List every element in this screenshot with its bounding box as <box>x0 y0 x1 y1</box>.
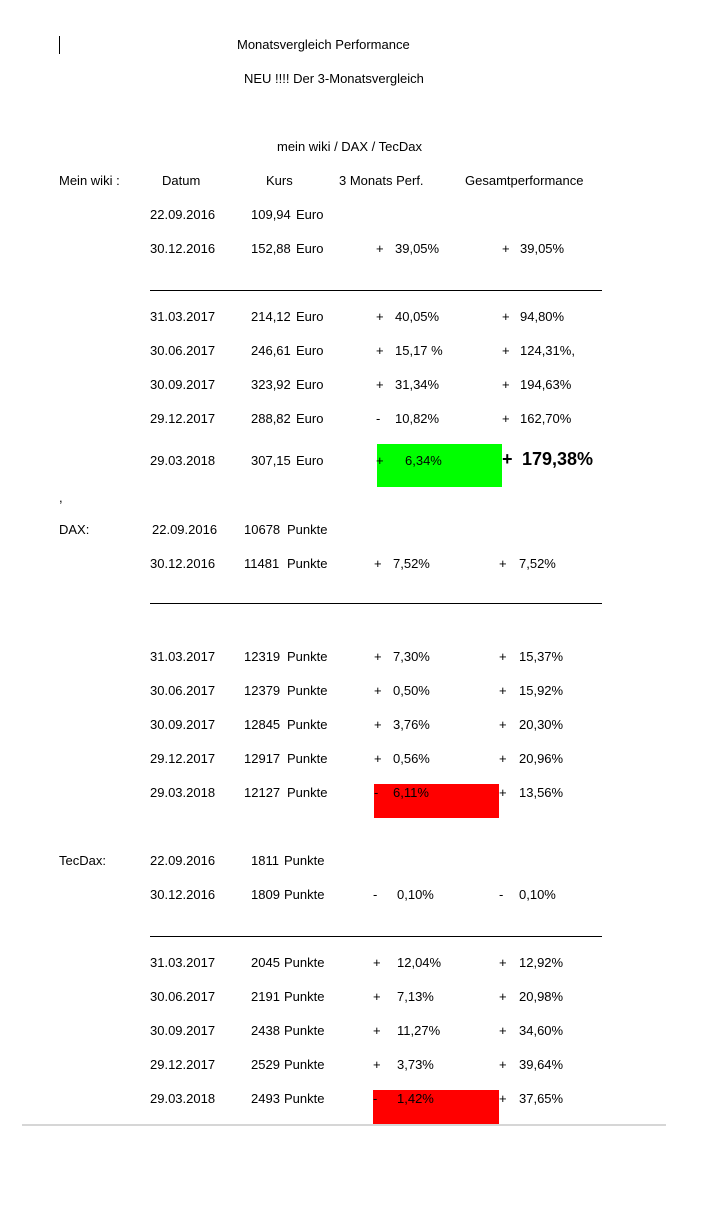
perf-3m-value: 6,34% <box>405 453 442 468</box>
perf-3m-sign: + <box>373 1057 381 1072</box>
perf-3m-value: 6,11% <box>393 785 429 800</box>
row-date: 30.12.2016 <box>150 241 216 256</box>
perf-3m-sign: + <box>374 556 382 571</box>
row-unit: Euro <box>296 309 324 324</box>
perf-total-value: 179,38% <box>522 449 594 469</box>
perf-total-sign: + <box>499 717 507 732</box>
perf-3m-sign: + <box>376 377 384 392</box>
perf-total-sign: + <box>502 449 513 469</box>
row-unit: Euro <box>296 241 324 256</box>
row-price: 323,92 <box>251 377 291 392</box>
row-date: 30.12.2016 <box>150 887 216 902</box>
perf-total-sign: + <box>499 989 507 1004</box>
row-price: 2191 <box>251 989 280 1004</box>
perf-3m-value: 7,52% <box>393 556 430 571</box>
perf-total-value: 20,30% <box>519 717 564 732</box>
perf-3m-value: 11,27% <box>397 1023 441 1038</box>
separator-line <box>150 936 602 937</box>
row-price: 2045 <box>251 955 280 970</box>
row-unit: Punkte <box>284 853 325 868</box>
perf-total-value: 39,05% <box>520 241 565 256</box>
row-price: 12845 <box>244 717 281 732</box>
row-unit: Euro <box>296 453 324 468</box>
row-price: 12379 <box>244 683 281 698</box>
perf-3m-sign: + <box>373 1023 381 1038</box>
row-unit: Punkte <box>284 1023 325 1038</box>
perf-3m-sign: + <box>373 989 381 1004</box>
perf-total-sign: + <box>499 1057 507 1072</box>
perf-3m-value: 1,42% <box>397 1091 434 1106</box>
row-date: 29.12.2017 <box>150 751 216 766</box>
row-price: 2529 <box>251 1057 280 1072</box>
row-price: 11481 <box>244 556 280 571</box>
perf-3m-value: 10,82% <box>395 411 440 426</box>
row-price: 214,12 <box>251 309 291 324</box>
column-header-gesamt: Gesamtperformance <box>465 173 584 188</box>
row-date: 31.03.2017 <box>150 309 216 324</box>
perf-3m-sign: + <box>374 649 382 664</box>
row-price: 288,82 <box>251 411 291 426</box>
stray-comma: , <box>59 490 63 505</box>
perf-3m-value: 40,05% <box>395 309 440 324</box>
row-date: 30.09.2017 <box>150 717 216 732</box>
perf-3m-sign: + <box>373 955 381 970</box>
separator-line <box>150 603 602 604</box>
row-unit: Punkte <box>287 649 328 664</box>
row-date: 29.03.2018 <box>150 785 216 800</box>
perf-total-sign: + <box>502 377 510 392</box>
document-title: Monatsvergleich Performance <box>237 37 410 52</box>
row-unit: Punkte <box>287 556 328 571</box>
perf-total-value: 39,64% <box>519 1057 564 1072</box>
text-cursor <box>59 36 60 54</box>
perf-3m-sign: - <box>374 785 379 800</box>
row-date: 29.12.2017 <box>150 1057 216 1072</box>
section-label-dax: DAX: <box>59 522 90 537</box>
row-unit: Euro <box>296 377 324 392</box>
perf-total-sign: + <box>502 309 510 324</box>
document-subtitle: NEU !!!! Der 3-Monatsvergleich <box>244 71 424 86</box>
row-date: 22.09.2016 <box>150 853 216 868</box>
perf-total-sign: + <box>502 411 510 426</box>
row-date: 29.03.2018 <box>150 453 216 468</box>
perf-total-sign: + <box>499 1091 507 1106</box>
perf-total-sign: + <box>499 649 507 664</box>
row-date: 30.06.2017 <box>150 989 216 1004</box>
perf-3m-value: 3,76% <box>393 717 430 732</box>
perf-total-sign: + <box>499 785 507 800</box>
perf-total-value: 194,63% <box>520 377 572 392</box>
perf-3m-value: 39,05% <box>395 241 440 256</box>
perf-total-value: 12,92% <box>519 955 564 970</box>
row-price: 1809 <box>251 887 280 902</box>
row-date: 30.06.2017 <box>150 683 216 698</box>
row-price: 10678 <box>244 522 281 537</box>
perf-total-value: 20,96% <box>519 751 564 766</box>
perf-3m-value: 15,17 % <box>395 343 443 358</box>
perf-3m-sign: + <box>374 751 382 766</box>
perf-3m-value: 3,73% <box>397 1057 434 1072</box>
perf-3m-sign: + <box>374 683 382 698</box>
highlight-negative <box>373 1090 499 1124</box>
perf-total-sign: + <box>502 241 510 256</box>
perf-total-value: 34,60% <box>519 1023 564 1038</box>
perf-total-sign: + <box>499 556 507 571</box>
perf-3m-value: 0,56% <box>393 751 430 766</box>
row-date: 29.03.2018 <box>150 1091 216 1106</box>
separator-line <box>150 290 602 291</box>
perf-total-value: 13,56% <box>519 785 564 800</box>
perf-3m-sign: - <box>373 1091 378 1106</box>
row-price: 246,61 <box>251 343 291 358</box>
row-unit: Punkte <box>284 887 325 902</box>
row-date: 30.09.2017 <box>150 377 216 392</box>
row-date: 30.09.2017 <box>150 1023 216 1038</box>
perf-3m-sign: + <box>376 453 384 468</box>
row-unit: Punkte <box>284 989 325 1004</box>
page-edge <box>22 1124 666 1126</box>
row-date: 22.09.2016 <box>152 522 218 537</box>
perf-total-value: 124,31%, <box>520 343 575 358</box>
row-unit: Punkte <box>284 1091 325 1106</box>
section-label-wiki: Mein wiki : <box>59 173 120 188</box>
perf-3m-value: 0,10% <box>397 887 434 902</box>
comparison-heading: mein wiki / DAX / TecDax <box>277 139 422 154</box>
row-price: 307,15 <box>251 453 291 468</box>
row-unit: Punkte <box>287 751 328 766</box>
perf-total-sign: + <box>499 683 507 698</box>
row-date: 22.09.2016 <box>150 207 216 222</box>
row-price: 12127 <box>244 785 281 800</box>
row-unit: Punkte <box>287 717 328 732</box>
perf-total-sign: + <box>499 955 507 970</box>
perf-total-value: 15,37% <box>519 649 564 664</box>
column-header-datum: Datum <box>162 173 201 188</box>
perf-3m-sign: - <box>376 411 381 426</box>
column-header-kurs: Kurs <box>266 173 293 188</box>
section-label-tecdax: TecDax: <box>59 853 106 868</box>
perf-total-value: 20,98% <box>519 989 564 1004</box>
perf-3m-value: 7,13% <box>397 989 434 1004</box>
row-date: 31.03.2017 <box>150 649 216 664</box>
perf-total-value: 94,80% <box>520 309 565 324</box>
row-price: 12319 <box>244 649 281 664</box>
perf-total-value: 0,10% <box>519 887 556 902</box>
perf-3m-value: 0,50% <box>393 683 430 698</box>
row-unit: Punkte <box>287 522 328 537</box>
perf-3m-sign: + <box>376 241 384 256</box>
perf-total-sign: + <box>502 343 510 358</box>
row-unit: Punkte <box>287 785 328 800</box>
row-unit: Euro <box>296 343 324 358</box>
row-date: 30.06.2017 <box>150 343 216 358</box>
row-date: 29.12.2017 <box>150 411 216 426</box>
row-price: 109,94 <box>251 207 291 222</box>
perf-total-sign: + <box>499 751 507 766</box>
perf-total-sign: - <box>499 887 504 902</box>
row-unit: Punkte <box>287 683 328 698</box>
row-unit: Punkte <box>284 955 325 970</box>
row-price: 1811 <box>251 853 279 868</box>
perf-3m-value: 7,30% <box>393 649 430 664</box>
perf-3m-sign: - <box>373 887 378 902</box>
row-date: 30.12.2016 <box>150 556 216 571</box>
perf-total-value: 162,70% <box>520 411 572 426</box>
perf-3m-sign: + <box>376 343 384 358</box>
row-unit: Euro <box>296 411 324 426</box>
column-header-3-monats: 3 Monats Perf. <box>339 173 424 188</box>
perf-3m-sign: + <box>374 717 382 732</box>
perf-3m-value: 31,34% <box>395 377 440 392</box>
row-price: 2438 <box>251 1023 280 1038</box>
row-date: 31.03.2017 <box>150 955 216 970</box>
row-price: 152,88 <box>251 241 291 256</box>
row-unit: Euro <box>296 207 324 222</box>
perf-total-value: 37,65% <box>519 1091 564 1106</box>
perf-total-value: 15,92% <box>519 683 564 698</box>
row-price: 2493 <box>251 1091 280 1106</box>
perf-3m-sign: + <box>376 309 384 324</box>
row-unit: Punkte <box>284 1057 325 1072</box>
perf-total-value: 7,52% <box>519 556 556 571</box>
perf-total-sign: + <box>499 1023 507 1038</box>
row-price: 12917 <box>244 751 281 766</box>
perf-3m-value: 12,04% <box>397 955 442 970</box>
